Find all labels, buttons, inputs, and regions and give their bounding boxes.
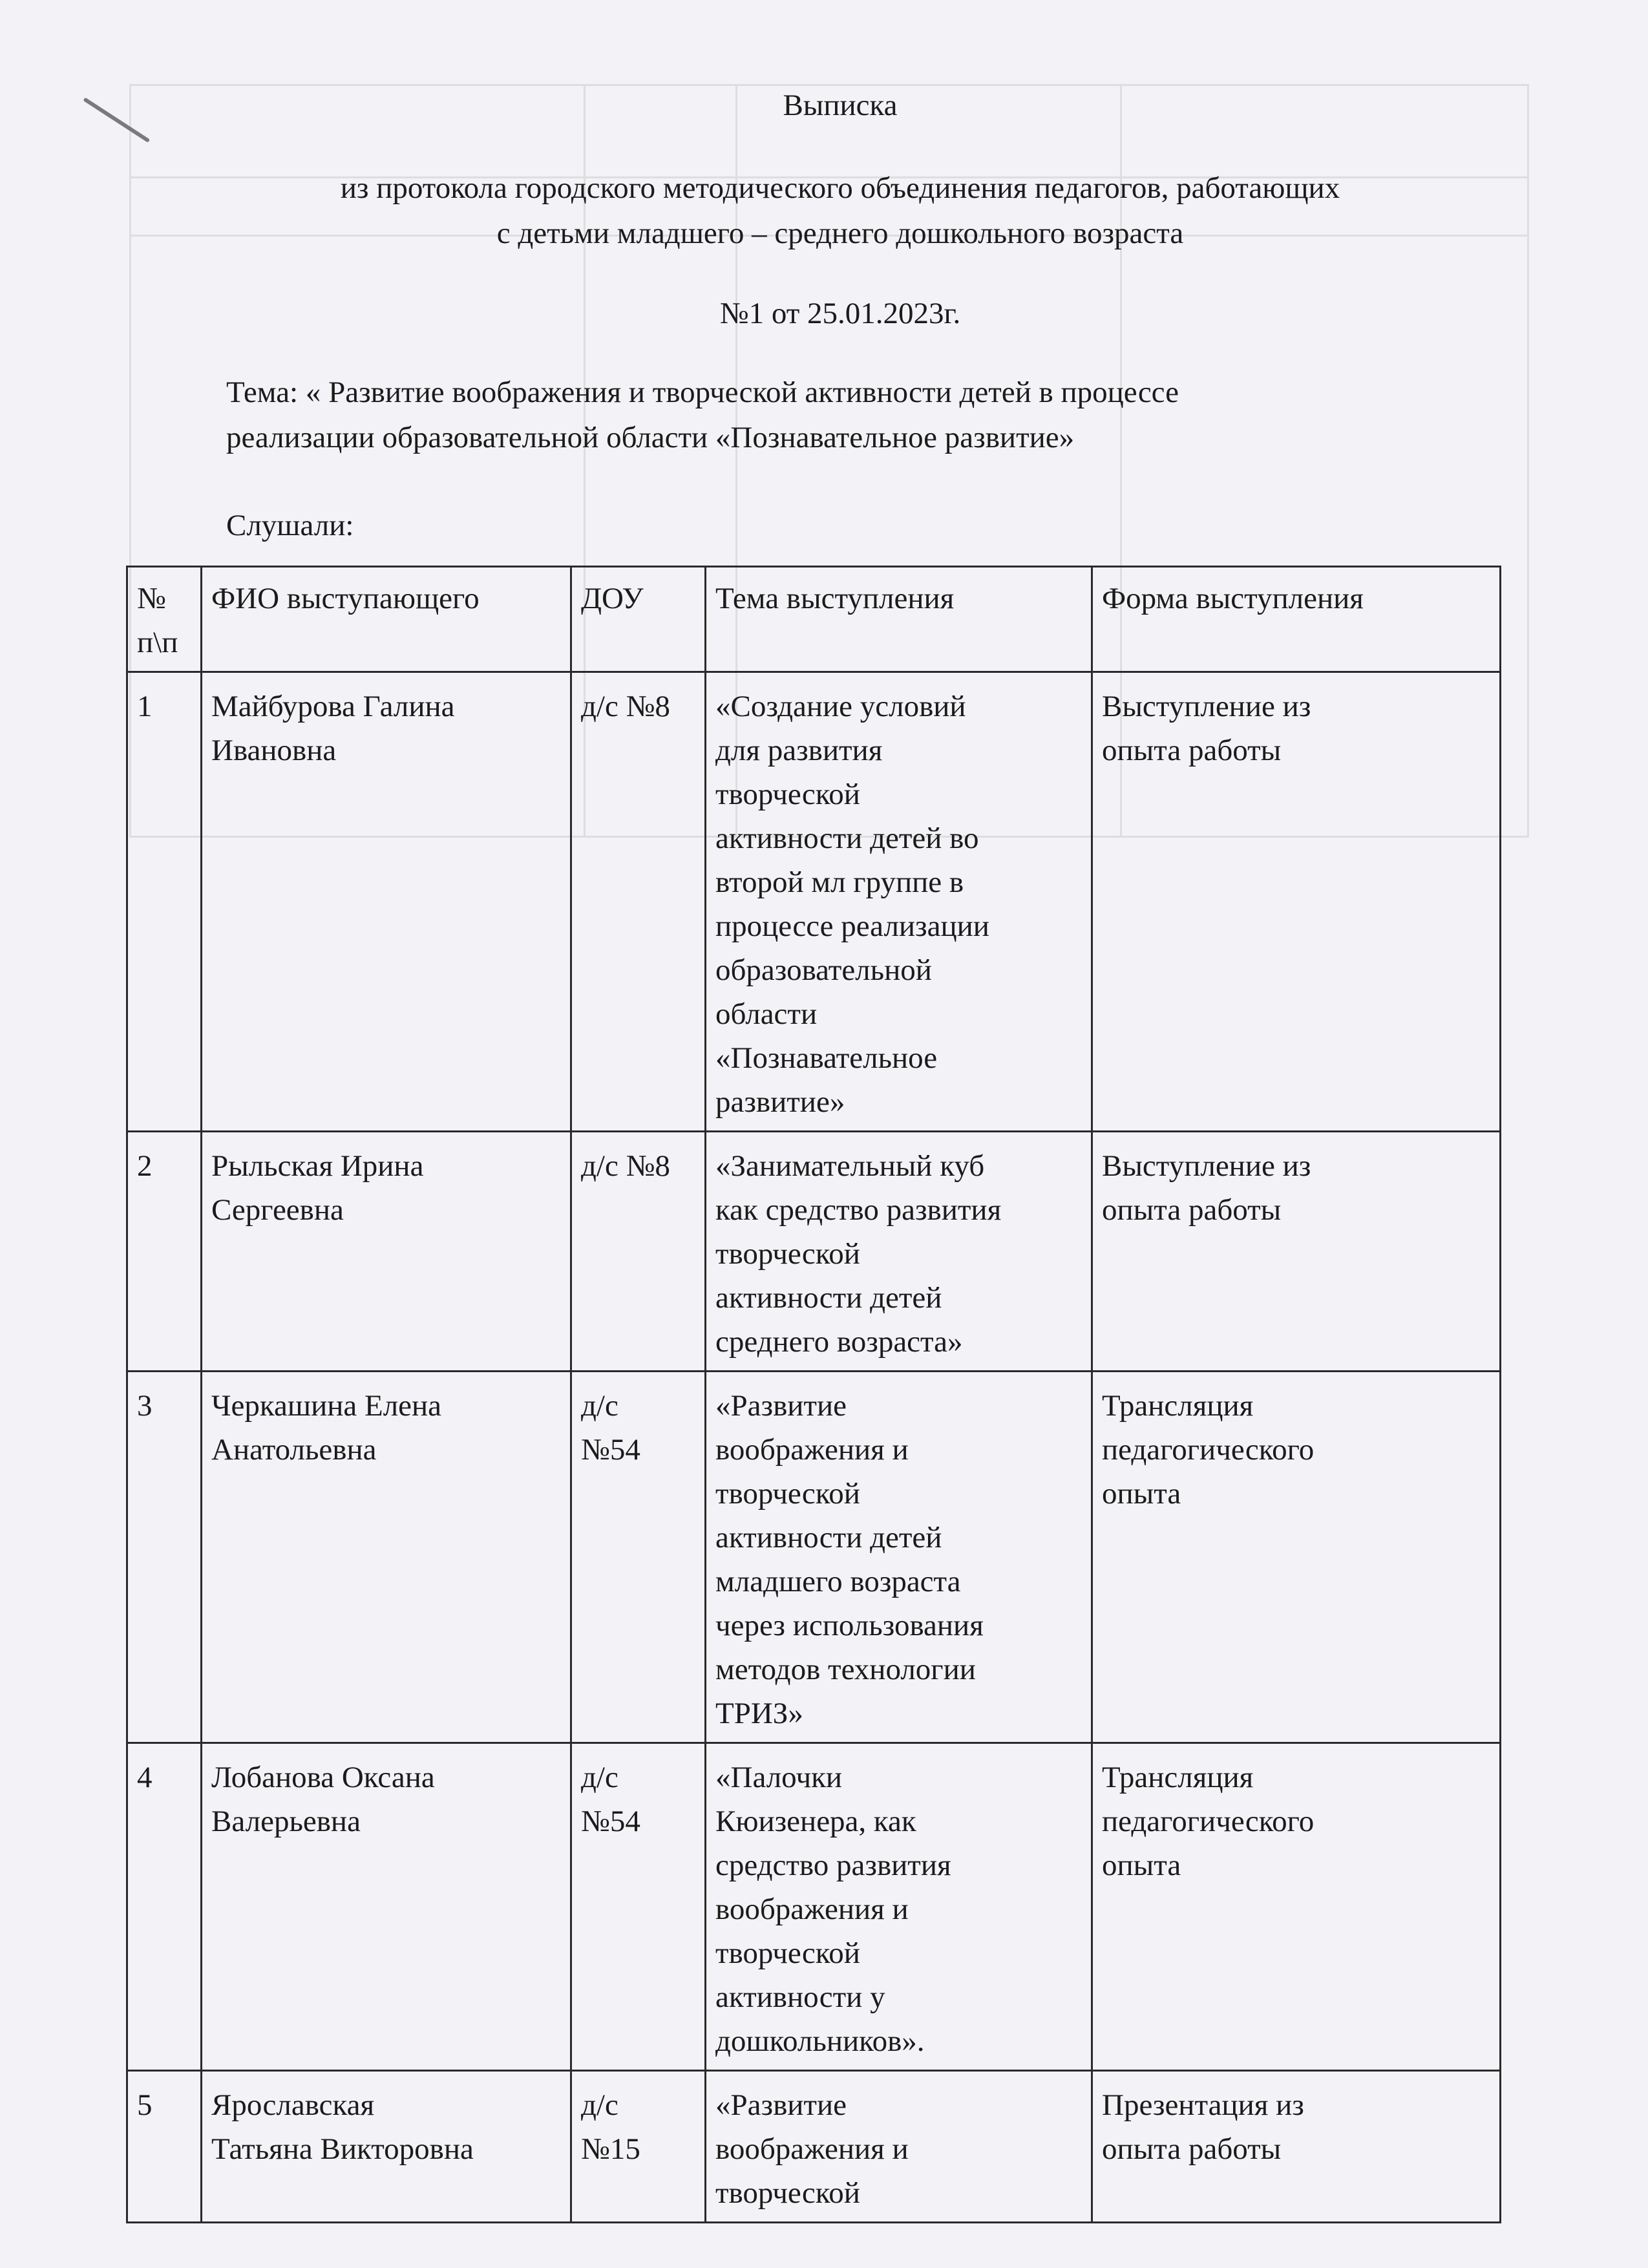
- form-line-1: Трансляция: [1102, 1389, 1254, 1423]
- cell-speaker-name: [202, 672, 571, 1132]
- cell-form: [1092, 672, 1501, 1132]
- topic-line-1: Тема: « Развитие воображения и творческой активности детей в процессе: [226, 376, 1179, 409]
- cell-form: [1092, 1132, 1501, 1372]
- form-line-1: Выступление из: [1102, 1149, 1311, 1183]
- topic-line: творческой: [715, 778, 860, 811]
- topic-line: средство развития: [715, 1849, 951, 1882]
- header-form: Форма выступления: [1092, 567, 1501, 672]
- topic-line: творческой: [715, 1477, 860, 1510]
- topic-line: образовательной: [715, 953, 932, 987]
- speaker-name-line-2: Валерьевна: [211, 1805, 361, 1838]
- topic-line: «Создание условий: [715, 690, 966, 723]
- table-row: [127, 1743, 1501, 2071]
- cell-dou: [571, 672, 706, 1132]
- form-line-1: Презентация из: [1102, 2088, 1304, 2122]
- topic-line-2: реализации образовательной области «Познавательное развитие»: [226, 421, 1075, 454]
- cell-num: 1: [127, 672, 202, 1132]
- topic-line: «Развитие: [715, 2088, 847, 2122]
- table-row: [127, 2071, 1501, 2223]
- topic-line: через использования: [715, 1609, 984, 1642]
- topic-line: как средство развития: [715, 1193, 1002, 1227]
- speakers-table: [126, 566, 1501, 2223]
- cell-speaker-name: [202, 1372, 571, 1743]
- topic-line: Кюизенера, как: [715, 1805, 916, 1838]
- topic-line: активности детей: [715, 1281, 942, 1315]
- form-line-2: опыта работы: [1102, 2132, 1282, 2166]
- table-header-row: [127, 567, 1501, 672]
- cell-dou: [571, 1372, 706, 1743]
- form-line-2: опыта работы: [1102, 1193, 1282, 1227]
- cell-form: [1092, 1743, 1501, 2071]
- dou-line-2: №54: [581, 1433, 640, 1467]
- cell-topic: [706, 1132, 1092, 1372]
- cell-speaker-name: [202, 1132, 571, 1372]
- form-line-1: Трансляция: [1102, 1761, 1254, 1794]
- cell-num: 2: [127, 1132, 202, 1372]
- speaker-name-line-2: Ивановна: [211, 734, 337, 767]
- cell-speaker-name: [202, 1743, 571, 2071]
- speaker-name-line-1: Черкашина Елена: [211, 1389, 442, 1423]
- subtitle-line-1: из протокола городского методического объединения педагогов, работающих: [340, 171, 1340, 205]
- topic-line: среднего возраста»: [715, 1325, 963, 1359]
- dou-line-1: д/с: [581, 2088, 618, 2122]
- topic-line: «Познавательное: [715, 1041, 938, 1075]
- form-line-1: Выступление из: [1102, 690, 1311, 723]
- subtitle-line-2: с детьми младшего – среднего дошкольного возраста: [496, 217, 1184, 250]
- table-row: [127, 1132, 1501, 1372]
- protocol-number: №1 от 25.01.2023г.: [719, 297, 961, 330]
- cell-num: 5: [127, 2071, 202, 2223]
- topic-line: творческой: [715, 1936, 860, 1970]
- topic-line: творческой: [715, 1237, 860, 1271]
- document-subtitle: [194, 165, 1486, 256]
- topic-line: методов технологии: [715, 1653, 976, 1686]
- topic-line: воображения и: [715, 1433, 909, 1467]
- speaker-name-line-1: Майбурова Галина: [211, 690, 455, 723]
- dou-line-2: №15: [581, 2132, 640, 2166]
- cell-topic: [706, 672, 1092, 1132]
- topic-line: дошкольников».: [715, 2024, 925, 2058]
- header-num-line-2: п\п: [137, 626, 178, 659]
- speaker-name-line-2: Татьяна Викторовна: [211, 2132, 474, 2166]
- dou-line-1: д/с №8: [581, 690, 670, 723]
- meeting-topic: [226, 370, 1506, 460]
- speaker-name-line-1: Ярославская: [211, 2088, 375, 2122]
- cell-form: [1092, 1372, 1501, 1743]
- header-dou: ДОУ: [571, 567, 706, 672]
- topic-line: процессе реализации: [715, 909, 989, 943]
- speaker-name-line-1: Лобанова Оксана: [211, 1761, 435, 1794]
- listened-label: Слушали:: [226, 509, 354, 542]
- topic-line: творческой: [715, 2176, 860, 2210]
- topic-line: активности детей: [715, 1521, 942, 1554]
- form-line-3: опыта: [1102, 1477, 1181, 1510]
- cell-dou: [571, 2071, 706, 2223]
- cell-form: [1092, 2071, 1501, 2223]
- topic-line: активности детей во: [715, 821, 979, 855]
- cell-num: 3: [127, 1372, 202, 1743]
- cell-dou: [571, 1132, 706, 1372]
- topic-line: «Занимательный куб: [715, 1149, 985, 1183]
- topic-line: «Палочки: [715, 1761, 843, 1794]
- header-topic: Тема выступления: [706, 567, 1092, 672]
- form-line-2: педагогического: [1102, 1433, 1315, 1467]
- topic-line: второй мл группе в: [715, 865, 964, 899]
- speaker-name-line-2: Сергеевна: [211, 1193, 344, 1227]
- cell-topic: [706, 2071, 1092, 2223]
- form-line-3: опыта: [1102, 1849, 1181, 1882]
- dou-line-1: д/с №8: [581, 1149, 670, 1183]
- speaker-name-line-1: Рыльская Ирина: [211, 1149, 424, 1183]
- topic-line: «Развитие: [715, 1389, 847, 1423]
- dou-line-2: №54: [581, 1805, 640, 1838]
- table-row: [127, 1372, 1501, 1743]
- form-line-2: педагогического: [1102, 1805, 1315, 1838]
- topic-line: области: [715, 997, 818, 1031]
- topic-line: младшего возраста: [715, 1565, 961, 1598]
- table-row: [127, 672, 1501, 1132]
- table-body: [127, 672, 1501, 2223]
- topic-line: воображения и: [715, 1892, 909, 1926]
- topic-line: развитие»: [715, 1085, 845, 1119]
- topic-line: активности у: [715, 1980, 885, 2014]
- topic-line: воображения и: [715, 2132, 909, 2166]
- cell-dou: [571, 1743, 706, 2071]
- cell-num: 4: [127, 1743, 202, 2071]
- document-title: Выписка: [783, 89, 898, 122]
- cell-speaker-name: [202, 2071, 571, 2223]
- header-num-line-1: №: [137, 582, 166, 615]
- cell-topic: [706, 1372, 1092, 1743]
- speaker-name-line-2: Анатольевна: [211, 1433, 377, 1467]
- cell-topic: [706, 1743, 1092, 2071]
- topic-line: ТРИЗ»: [715, 1697, 803, 1730]
- dou-line-1: д/с: [581, 1761, 618, 1794]
- topic-line: для развития: [715, 734, 883, 767]
- dou-line-1: д/с: [581, 1389, 618, 1423]
- form-line-2: опыта работы: [1102, 734, 1282, 767]
- header-num: [127, 567, 202, 672]
- header-name: ФИО выступающего: [202, 567, 571, 672]
